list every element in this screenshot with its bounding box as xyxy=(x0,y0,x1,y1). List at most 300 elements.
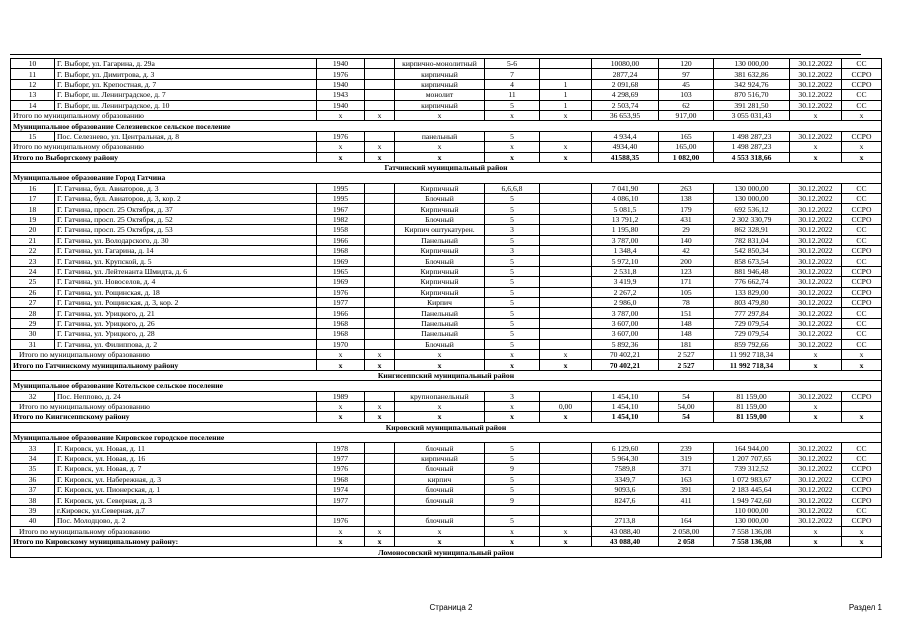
cost-cell: 342 924,76 xyxy=(714,79,790,89)
table-row xyxy=(11,235,882,245)
area-cell: 4 934,4 xyxy=(592,131,659,141)
cost-cell: 870 516,70 xyxy=(714,90,790,100)
date-cell: 30.12.2022 xyxy=(790,391,842,401)
floors-cell: 5-6 xyxy=(485,59,540,69)
subtotal-row xyxy=(11,526,882,536)
residents-cell: 120 xyxy=(659,59,714,69)
residents-cell: 2 527 xyxy=(659,360,714,370)
district-header-row xyxy=(11,547,882,557)
floors-cell: 6,6,6,8 xyxy=(485,183,540,193)
cost-cell: 1 207 707,65 xyxy=(714,453,790,463)
entrances-cell xyxy=(540,297,592,307)
area-cell: 2877,24 xyxy=(592,69,659,79)
entrances-cell: 1 xyxy=(540,100,592,110)
date-cell: 30.12.2022 xyxy=(790,318,842,328)
extra-cell xyxy=(365,516,395,526)
municipality-header-row xyxy=(11,381,882,391)
date-cell: 30.12.2022 xyxy=(790,464,842,474)
address-cell: Г. Выборг, ш. Ленинградское, д. 10 xyxy=(55,100,317,110)
floors-cell: 5 xyxy=(485,194,540,204)
municipality-header-row xyxy=(11,173,882,183)
residents-cell xyxy=(659,505,714,515)
entrances-cell xyxy=(540,329,592,339)
material-cell: Кирпичный xyxy=(395,183,485,193)
row-number-cell: 19 xyxy=(11,214,55,224)
program-cell: х xyxy=(842,142,882,152)
table-row xyxy=(11,214,882,224)
table-row xyxy=(11,194,882,204)
material-cell: Кирпичный xyxy=(395,287,485,297)
material-cell: монолит xyxy=(395,90,485,100)
date-cell: х xyxy=(790,152,842,162)
material-cell: Панельный xyxy=(395,329,485,339)
extra-cell xyxy=(365,339,395,349)
date-cell: 30.12.2022 xyxy=(790,225,842,235)
table-row xyxy=(11,225,882,235)
area-cell: 4 086,10 xyxy=(592,194,659,204)
year-cell: 1976 xyxy=(317,464,365,474)
year-cell: 1958 xyxy=(317,225,365,235)
address-cell: Г. Кировск, ул. Набережная, д. 3 xyxy=(55,474,317,484)
floors-cell: 5 xyxy=(485,443,540,453)
residents-cell: 138 xyxy=(659,194,714,204)
extra-cell: х xyxy=(365,349,395,359)
residents-cell: 179 xyxy=(659,204,714,214)
cost-cell: 130 000,00 xyxy=(714,59,790,69)
area-cell: 70 402,21 xyxy=(592,360,659,370)
address-cell: Г. Гатчина, ул. Урицкого, д. 26 xyxy=(55,318,317,328)
table-row xyxy=(11,90,882,100)
program-cell: СС xyxy=(842,194,882,204)
subtotal-label: Итого по муниципальному образованию xyxy=(11,142,317,152)
residents-cell: 165,00 xyxy=(659,142,714,152)
row-number-cell: 36 xyxy=(11,474,55,484)
floors-cell: 5 xyxy=(485,318,540,328)
address-cell: Г. Кировск, ул. Новая, д. 7 xyxy=(55,464,317,474)
subtotal-label: Итого по муниципальному образованию xyxy=(11,401,317,411)
material-cell: Блочный xyxy=(395,256,485,266)
floors-cell: 7 xyxy=(485,69,540,79)
year-cell: 1970 xyxy=(317,339,365,349)
floors-cell xyxy=(485,505,540,515)
date-cell: х xyxy=(790,110,842,120)
entrances-cell xyxy=(540,339,592,349)
area-cell: 41588,35 xyxy=(592,152,659,162)
extra-cell: х xyxy=(365,360,395,370)
year-cell: 1995 xyxy=(317,194,365,204)
program-cell: ССРО xyxy=(842,69,882,79)
floors-cell: х xyxy=(485,142,540,152)
area-cell: 8247,6 xyxy=(592,495,659,505)
table-row xyxy=(11,79,882,89)
row-number-cell: 12 xyxy=(11,79,55,89)
year-cell: 1974 xyxy=(317,485,365,495)
district-header-row xyxy=(11,162,882,172)
cost-cell: 11 992 718,34 xyxy=(714,360,790,370)
year-cell: х xyxy=(317,152,365,162)
entrances-cell xyxy=(540,474,592,484)
year-cell xyxy=(317,505,365,515)
extra-cell xyxy=(365,391,395,401)
entrances-cell: х xyxy=(540,526,592,536)
floors-cell: х xyxy=(485,412,540,422)
program-cell: ССРО xyxy=(842,391,882,401)
material-cell: кирпичный xyxy=(395,69,485,79)
floors-cell: 3 xyxy=(485,225,540,235)
table-row xyxy=(11,329,882,339)
area-cell: 43 088,40 xyxy=(592,536,659,546)
table-row xyxy=(11,287,882,297)
subtotal-label: Итого по Кингисеппскому району xyxy=(11,412,317,422)
residents-cell: 2 058 xyxy=(659,536,714,546)
extra-cell xyxy=(365,464,395,474)
date-cell: х xyxy=(790,526,842,536)
date-cell: 30.12.2022 xyxy=(790,194,842,204)
extra-cell xyxy=(365,266,395,276)
date-cell: х xyxy=(790,412,842,422)
address-cell: Г. Выборг, ул. Димитрова, д. 3 xyxy=(55,69,317,79)
entrances-cell xyxy=(540,59,592,69)
extra-cell xyxy=(365,235,395,245)
address-cell: Г. Гатчина, ул. Филиппова, д. 2 xyxy=(55,339,317,349)
extra-cell xyxy=(365,246,395,256)
cost-cell: 776 662,74 xyxy=(714,277,790,287)
residents-cell: 917,00 xyxy=(659,110,714,120)
program-cell: ССРО xyxy=(842,495,882,505)
date-cell: 30.12.2022 xyxy=(790,297,842,307)
cost-cell: 542 850,34 xyxy=(714,246,790,256)
table-row xyxy=(11,339,882,349)
floors-cell: 5 xyxy=(485,485,540,495)
table-row xyxy=(11,246,882,256)
address-cell: Г. Кировск, ул. Новая, д. 11 xyxy=(55,443,317,453)
row-number-cell: 35 xyxy=(11,464,55,474)
cost-cell: 81 159,00 xyxy=(714,391,790,401)
area-cell: 3 419,9 xyxy=(592,277,659,287)
table-row xyxy=(11,391,882,401)
cost-cell: 381 632,86 xyxy=(714,69,790,79)
year-cell: 1968 xyxy=(317,329,365,339)
program-cell: ССРО xyxy=(842,297,882,307)
program-cell: ССРО xyxy=(842,246,882,256)
date-cell: х xyxy=(790,360,842,370)
area-cell: 6 129,60 xyxy=(592,443,659,453)
residents-cell: 29 xyxy=(659,225,714,235)
date-cell: х xyxy=(790,349,842,359)
year-cell: 1966 xyxy=(317,308,365,318)
program-cell: х xyxy=(842,412,882,422)
program-cell: СС xyxy=(842,225,882,235)
area-cell: 3349,7 xyxy=(592,474,659,484)
date-cell: 30.12.2022 xyxy=(790,329,842,339)
material-cell: х xyxy=(395,152,485,162)
residents-cell: 148 xyxy=(659,329,714,339)
material-cell: х xyxy=(395,401,485,411)
residents-cell: 411 xyxy=(659,495,714,505)
cost-cell: 1 072 983,67 xyxy=(714,474,790,484)
floors-cell: 5 xyxy=(485,256,540,266)
material-cell: Кирпич xyxy=(395,297,485,307)
material-cell: Кирпичный xyxy=(395,204,485,214)
address-cell: г.Кировск, ул.Северная, д.7 xyxy=(55,505,317,515)
year-cell: 1940 xyxy=(317,79,365,89)
program-cell: СС xyxy=(842,318,882,328)
subtotal-row xyxy=(11,152,882,162)
material-cell: блочный xyxy=(395,485,485,495)
year-cell: х xyxy=(317,110,365,120)
cost-cell: 11 992 718,34 xyxy=(714,349,790,359)
table-row xyxy=(11,318,882,328)
address-cell: Г. Выборг, ул. Крепостная, д. 7 xyxy=(55,79,317,89)
year-cell: 1968 xyxy=(317,318,365,328)
cost-cell: 862 328,91 xyxy=(714,225,790,235)
date-cell: 30.12.2022 xyxy=(790,266,842,276)
area-cell: 5 964,30 xyxy=(592,453,659,463)
entrances-cell xyxy=(540,194,592,204)
extra-cell xyxy=(365,318,395,328)
extra-cell: х xyxy=(365,401,395,411)
cost-cell: 130 000,00 xyxy=(714,183,790,193)
extra-cell: х xyxy=(365,412,395,422)
address-cell: Г. Гатчина, ул. Урицкого, д. 28 xyxy=(55,329,317,339)
extra-cell xyxy=(365,225,395,235)
municipality-header-row xyxy=(11,121,882,131)
area-cell: 5 892,36 xyxy=(592,339,659,349)
area-cell: 2 267,2 xyxy=(592,287,659,297)
date-cell: 30.12.2022 xyxy=(790,69,842,79)
municipality-header: Муниципальное образование Кировское городское поселение xyxy=(11,433,882,443)
program-cell: СС xyxy=(842,329,882,339)
year-cell: 1995 xyxy=(317,183,365,193)
program-cell: х xyxy=(842,152,882,162)
residents-cell: 151 xyxy=(659,308,714,318)
cost-cell: 1 498 287,23 xyxy=(714,142,790,152)
material-cell: кирпично-монолитный xyxy=(395,59,485,69)
district-header: Кировский муниципальный район xyxy=(11,422,882,432)
district-header: Кингисеппский муниципальный район xyxy=(11,370,882,380)
year-cell: х xyxy=(317,526,365,536)
district-header: Ломоносовский муниципальный район xyxy=(11,547,882,557)
residents-cell: 2 058,00 xyxy=(659,526,714,536)
extra-cell xyxy=(365,100,395,110)
extra-cell xyxy=(365,79,395,89)
material-cell: Блочный xyxy=(395,339,485,349)
year-cell: 1940 xyxy=(317,59,365,69)
row-number-cell: 34 xyxy=(11,453,55,463)
date-cell: 30.12.2022 xyxy=(790,277,842,287)
year-cell: х xyxy=(317,412,365,422)
extra-cell xyxy=(365,474,395,484)
row-number-cell: 20 xyxy=(11,225,55,235)
cost-cell: 1 949 742,60 xyxy=(714,495,790,505)
year-cell: 1977 xyxy=(317,453,365,463)
floors-cell: 5 xyxy=(485,297,540,307)
program-cell: ССРО xyxy=(842,131,882,141)
cost-cell: 391 281,50 xyxy=(714,100,790,110)
extra-cell xyxy=(365,194,395,204)
extra-cell xyxy=(365,329,395,339)
material-cell: х xyxy=(395,526,485,536)
date-cell: 30.12.2022 xyxy=(790,453,842,463)
cost-cell: 729 079,54 xyxy=(714,329,790,339)
year-cell: х xyxy=(317,401,365,411)
cost-cell: 2 183 445,64 xyxy=(714,485,790,495)
residents-cell: 200 xyxy=(659,256,714,266)
table-row xyxy=(11,297,882,307)
program-cell: х xyxy=(842,360,882,370)
address-cell: Г. Гатчина, ул. Володарского, д. 30 xyxy=(55,235,317,245)
row-number-cell: 13 xyxy=(11,90,55,100)
date-cell: 30.12.2022 xyxy=(790,79,842,89)
entrances-cell xyxy=(540,266,592,276)
row-number-cell: 25 xyxy=(11,277,55,287)
cost-cell: 782 831,04 xyxy=(714,235,790,245)
floors-cell: х xyxy=(485,152,540,162)
year-cell: 1969 xyxy=(317,256,365,266)
row-number-cell: 22 xyxy=(11,246,55,256)
row-number-cell: 21 xyxy=(11,235,55,245)
program-cell: х xyxy=(842,526,882,536)
address-cell: Г. Кировск, ул. Пионерская, д. 1 xyxy=(55,485,317,495)
material-cell: кирпичный xyxy=(395,79,485,89)
material-cell: панельный xyxy=(395,131,485,141)
date-cell: 30.12.2022 xyxy=(790,214,842,224)
cost-cell: 803 479,80 xyxy=(714,297,790,307)
year-cell: 1977 xyxy=(317,297,365,307)
entrances-cell xyxy=(540,453,592,463)
floors-cell: х xyxy=(485,526,540,536)
residents-cell: 171 xyxy=(659,277,714,287)
area-cell: 7 041,90 xyxy=(592,183,659,193)
material-cell: х xyxy=(395,110,485,120)
extra-cell xyxy=(365,495,395,505)
material-cell: Кирпичный xyxy=(395,246,485,256)
year-cell: 1966 xyxy=(317,235,365,245)
area-cell: 3 607,00 xyxy=(592,329,659,339)
address-cell: Г. Кировск, ул. Северная, д. 3 xyxy=(55,495,317,505)
material-cell: Панельный xyxy=(395,318,485,328)
floors-cell: 5 xyxy=(485,131,540,141)
table-row xyxy=(11,308,882,318)
entrances-cell: х xyxy=(540,536,592,546)
floors-cell: 9 xyxy=(485,495,540,505)
floors-cell: 5 xyxy=(485,287,540,297)
address-cell: Г. Гатчина, ул. Новоселов, д. 4 xyxy=(55,277,317,287)
residents-cell: 42 xyxy=(659,246,714,256)
extra-cell xyxy=(365,308,395,318)
material-cell: х xyxy=(395,536,485,546)
address-cell: Г. Гатчина, ул. Крупской, д. 5 xyxy=(55,256,317,266)
extra-cell xyxy=(365,204,395,214)
subtotal-label: Итого по муниципальному образованию xyxy=(11,110,317,120)
area-cell: 1 348,4 xyxy=(592,246,659,256)
address-cell: Пос. Неппово, д. 24 xyxy=(55,391,317,401)
extra-cell xyxy=(365,277,395,287)
entrances-cell: х xyxy=(540,349,592,359)
floors-cell: 3 xyxy=(485,391,540,401)
cost-cell: 164 944,00 xyxy=(714,443,790,453)
material-cell: блочный xyxy=(395,495,485,505)
cost-cell: 3 055 031,43 xyxy=(714,110,790,120)
area-cell: 43 088,40 xyxy=(592,526,659,536)
entrances-cell xyxy=(540,235,592,245)
material-cell: Панельный xyxy=(395,308,485,318)
table-row xyxy=(11,474,882,484)
address-cell: Г. Кировск, ул. Новая, д. 16 xyxy=(55,453,317,463)
address-cell: Г. Гатчина, просп. 25 Октября, д. 52 xyxy=(55,214,317,224)
municipality-header: Муниципальное образование Котельское сельское поселение xyxy=(11,381,882,391)
residents-cell: 54 xyxy=(659,391,714,401)
program-cell: ССРО xyxy=(842,516,882,526)
entrances-cell: х xyxy=(540,142,592,152)
year-cell: 1943 xyxy=(317,90,365,100)
subtotal-label: Итого по муниципальному образованию xyxy=(11,349,317,359)
cost-cell: 81 159,00 xyxy=(714,412,790,422)
residents-cell: 2 527 xyxy=(659,349,714,359)
date-cell: 30.12.2022 xyxy=(790,256,842,266)
area-cell: 5 081,5 xyxy=(592,204,659,214)
year-cell: х xyxy=(317,142,365,152)
area-cell: 7589,8 xyxy=(592,464,659,474)
floors-cell: 4 xyxy=(485,79,540,89)
date-cell: 30.12.2022 xyxy=(790,495,842,505)
program-cell xyxy=(842,401,882,411)
program-cell: СС xyxy=(842,100,882,110)
material-cell: крупнопанельный xyxy=(395,391,485,401)
residents-cell: 319 xyxy=(659,453,714,463)
row-number-cell: 17 xyxy=(11,194,55,204)
row-number-cell: 15 xyxy=(11,131,55,141)
address-cell: Г. Гатчина, ул. Урицкого, д. 21 xyxy=(55,308,317,318)
area-cell: 1 454,10 xyxy=(592,391,659,401)
area-cell: 9093,6 xyxy=(592,485,659,495)
residents-cell: 123 xyxy=(659,266,714,276)
material-cell: х xyxy=(395,412,485,422)
row-number-cell: 38 xyxy=(11,495,55,505)
municipality-header-row xyxy=(11,433,882,443)
subtotal-row xyxy=(11,412,882,422)
year-cell: 1968 xyxy=(317,474,365,484)
material-cell xyxy=(395,505,485,515)
table-row xyxy=(11,183,882,193)
address-cell: Г. Гатчина, просп. 25 Октября, д. 37 xyxy=(55,204,317,214)
material-cell: кирпичный xyxy=(395,453,485,463)
date-cell: 30.12.2022 xyxy=(790,204,842,214)
residents-cell: 105 xyxy=(659,287,714,297)
floors-cell: 5 xyxy=(485,235,540,245)
table-row xyxy=(11,266,882,276)
cost-cell: 739 312,52 xyxy=(714,464,790,474)
table-row xyxy=(11,277,882,287)
year-cell: 1976 xyxy=(317,287,365,297)
floors-cell: х xyxy=(485,401,540,411)
material-cell: Панельный xyxy=(395,235,485,245)
program-cell: ССРО xyxy=(842,79,882,89)
address-cell: Г. Гатчина, бул. Авиаторов, д. 3, кор. 2 xyxy=(55,194,317,204)
material-cell: кирпич xyxy=(395,474,485,484)
row-number-cell: 27 xyxy=(11,297,55,307)
row-number-cell: 23 xyxy=(11,256,55,266)
row-number-cell: 14 xyxy=(11,100,55,110)
entrances-cell xyxy=(540,131,592,141)
entrances-cell xyxy=(540,277,592,287)
residents-cell: 163 xyxy=(659,474,714,484)
entrances-cell xyxy=(540,495,592,505)
area-cell: 2 091,68 xyxy=(592,79,659,89)
cost-cell: 4 553 318,66 xyxy=(714,152,790,162)
entrances-cell xyxy=(540,505,592,515)
program-cell: х xyxy=(842,349,882,359)
